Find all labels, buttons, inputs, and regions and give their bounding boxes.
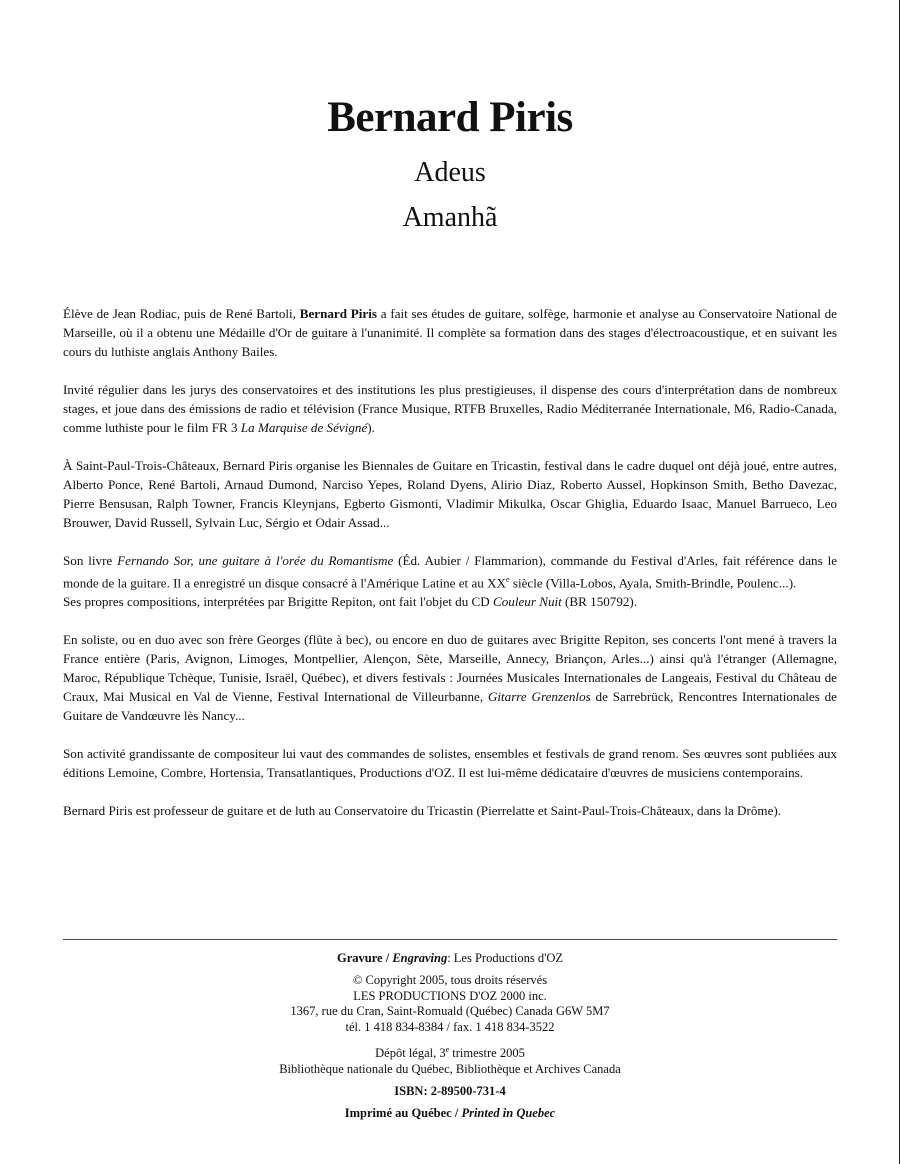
divider-line: [63, 939, 837, 940]
colophon: [0, 951, 900, 1121]
publisher-name: LES PRODUCTIONS D'OZ 2000 inc.: [353, 988, 547, 1003]
publisher-phone: tél. 1 418 834-8384 / fax. 1 418 834-3522: [345, 1020, 555, 1035]
bio-paragraph-publications: Son livre Fernando Sor, une guitare à l'orée du Romantisme (Éd. Aubier / Flammarion), commande du Festival d'Arles, fait référence dans le monde de la guitare. Il a enregistré un disque consacré à l'Amérique Latine et au XXe siècle (Villa-Lobos, Ayala, Smith-Brindle, Poulenc...). Ses propres compositions, interprétées par Brigitte Repiton, ont fait l'objet du CD Couleur Nuit (BR 150792).: [63, 553, 838, 610]
isbn-line: ISBN: 2-89500-731-4: [394, 1083, 506, 1098]
engraving-credit: Gravure / Engraving: Les Productions d'OZ: [336, 951, 563, 965]
work-title-amanha: Amanhã: [402, 202, 498, 233]
book-title: Fernando Sor, une guitare à l'orée du Romantisme: [117, 553, 394, 568]
bio-paragraph-teaching: Invité régulier dans les jurys des conservatoires et des institutions les plus prestigieuses, il dispense des cours d'interprétation dans de nombreux stages, et joue dans des émissions de radio et télévision (France Musique, RTFB Bruxelles, Radio Méditerranée Internationale, M6, Radio-Canada, comme luthiste pour le film FR 3 La Marquise de Sévigné).: [63, 382, 837, 435]
bio-paragraph-concerts: En soliste, ou en duo avec son frère Georges (flûte à bec), ou encore en duo de guitares avec Brigitte Repiton, ses concerts l'ont mené à travers la France entière (Paris, Avignon, Limoges, Montpellier, Alençon, Sète, Marseille, Annecy, Briançon, Arles...) ainsi qu'à l'étranger (Allemagne, Maroc, République Tchèque, Tunisie, Israël, Québec), et divers festivals : Journées Musicales Internationales de Langeais, Festival du Château de Craux, Mai Musical en Val de Vienne, Festival International de Villeurbanne, Gitarre Grenzenlos de Sarrebrück, Rencontres Internationales de Guitare de Vandœuvre lès Nancy...: [63, 632, 837, 724]
bio-paragraph-professor: Bernard Piris est professeur de guitare et de luth au Conservatoire du Tricastin (Pierrelatte et Saint-Paul-Trois-Châteaux, dans la Drôme).: [63, 803, 782, 819]
bio-name-bold: Bernard Piris: [299, 306, 377, 321]
printed-in-line: Imprimé au Québec / Printed in Quebec: [344, 1105, 556, 1120]
legal-deposit: Dépôt légal, 3e trimestre 2005: [375, 1044, 525, 1061]
film-title: La Marquise de Sévigné: [240, 420, 368, 435]
work-title-adeus: Adeus: [414, 157, 486, 188]
composer-name: Bernard Piris: [327, 94, 573, 141]
libraries-line: Bibliothèque nationale du Québec, Bibliothèque et Archives Canada: [279, 1061, 621, 1076]
bio-paragraph-composer: Son activité grandissante de compositeur lui vaut des commandes de solistes, ensembles et festivals de grand renom. Ses œuvres sont publiées aux éditions Lemoine, Combre, Hortensia, Transatlantiques, Productions d'OZ. Il est lui-même dédicataire d'œuvres de musiciens contemporains.: [63, 746, 837, 781]
copyright-line: © Copyright 2005, tous droits réservés: [352, 972, 548, 987]
biography: [63, 304, 837, 839]
bio-paragraph-training: Élève de Jean Rodiac, puis de René Bartoli, Bernard Piris a fait ses études de guitare, solfège, harmonie et analyse au Conservatoire National de Marseille, où il a obtenu une Médaille d'Or de guitare à l'unanimité. Il complète sa formation dans des stages d'électroacoustique, et en suivant les cours du luthiste anglais Anthony Bailes.: [63, 306, 837, 359]
publisher-address: 1367, rue du Cran, Saint-Romuald (Québec) Canada G6W 5M7: [290, 1004, 610, 1019]
cd-title: Couleur Nuit: [493, 594, 562, 610]
bio-paragraph-biennales: À Saint-Paul-Trois-Châteaux, Bernard Piris organise les Biennales de Guitare en Tricastin, festival dans le cadre duquel ont déjà joué, entre autres, Alberto Ponce, René Bartoli, Arnaud Dumond, Narciso Yepes, Roland Dyens, Alirio Diaz, Roberto Aussel, Hopkinson Smith, Betho Davezac, Pierre Bensusan, Ralph Towner, Francis Kleynjans, Egberto Gismonti, Vladimir Mikulka, Oscar Ghiglia, Eduardo Isaac, Manuel Barrueco, Leo Brouwer, David Russell, Sylvain Luc, Sérgio et Odair Assad...: [63, 458, 837, 530]
festival-title: Gitarre Grenzenlos: [487, 689, 591, 705]
